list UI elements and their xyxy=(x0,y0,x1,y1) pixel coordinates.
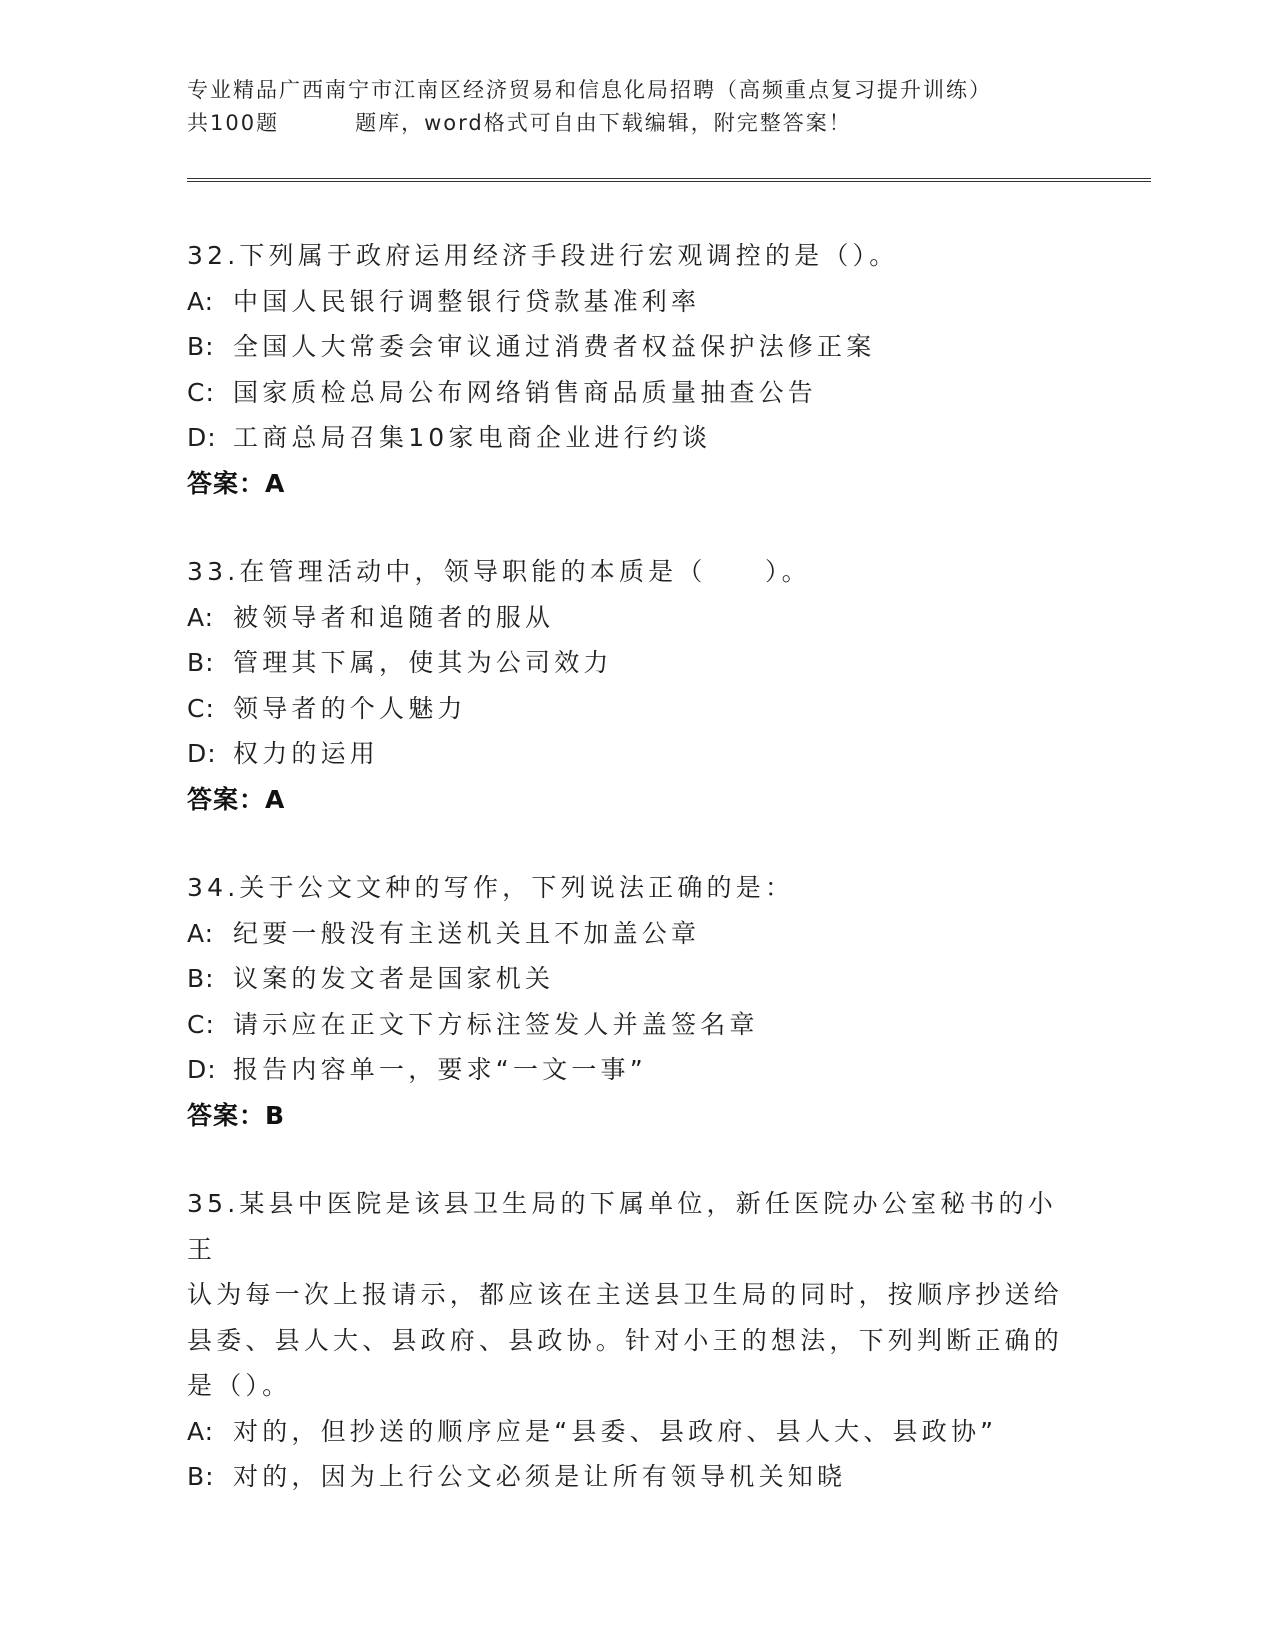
answer-label: 答案： xyxy=(187,784,266,814)
question-stem: 34.关于公文文种的写作，下列说法正确的是： xyxy=(187,873,795,902)
answer-value: A xyxy=(265,784,286,814)
question-stem: 32.下列属于政府运用经济手段进行宏观调控的是（）。 xyxy=(187,241,899,270)
answer-line xyxy=(187,461,1087,507)
option-text: 中国人民银行调整银行贷款基准利率 xyxy=(233,286,701,316)
option-text: 权力的运用 xyxy=(233,739,380,768)
option-a xyxy=(187,595,1087,641)
question-stem-line: 35.某县中医院是该县卫生局的下属单位，新任医院办公室秘书的小王 xyxy=(187,1189,1057,1264)
option-text: 对的，但抄送的顺序应是“县委、县政府、县人大、县政协” xyxy=(233,1416,998,1446)
option-letter: C: xyxy=(187,693,215,723)
answer-label: 答案： xyxy=(187,1100,266,1130)
option-text: 报告内容单一，要求“一文一事” xyxy=(233,1055,647,1084)
option-letter: B: xyxy=(187,1462,215,1491)
question-stem: 33.在管理活动中，领导职能的本质是（ ）。 xyxy=(187,557,811,586)
option-b xyxy=(187,956,1087,1002)
option-letter: A: xyxy=(187,602,215,632)
option-d xyxy=(187,1047,1087,1093)
question-32 xyxy=(187,233,1087,506)
answer-line xyxy=(187,1093,1087,1139)
option-d xyxy=(187,731,1087,777)
option-text: 被领导者和追随者的服从 xyxy=(233,602,555,632)
option-text: 纪要一般没有主送机关且不加盖公章 xyxy=(233,918,701,948)
option-text: 工商总局召集10家电商企业进行约谈 xyxy=(233,423,712,452)
option-a xyxy=(187,911,1087,957)
option-b xyxy=(187,640,1087,686)
option-a xyxy=(187,1409,1087,1455)
option-letter: A: xyxy=(187,286,215,316)
question-list xyxy=(187,233,1087,1543)
option-letter: B: xyxy=(187,964,215,993)
option-text: 领导者的个人魅力 xyxy=(233,693,467,723)
option-text: 请示应在正文下方标注签发人并盖签名章 xyxy=(233,1009,759,1039)
option-letter: D: xyxy=(187,1055,217,1084)
header-divider xyxy=(187,178,1151,182)
option-c xyxy=(187,1002,1087,1048)
question-stem-line: 是（）。 xyxy=(187,1371,292,1400)
option-text: 对的，因为上行公文必须是让所有领导机关知晓 xyxy=(233,1462,847,1491)
option-b xyxy=(187,1454,1087,1500)
answer-value: A xyxy=(265,468,286,498)
header-title: 专业精品广西南宁市江南区经济贸易和信息化局招聘（高频重点复习提升训练） xyxy=(187,78,992,102)
option-a xyxy=(187,279,1087,325)
question-33 xyxy=(187,549,1087,822)
option-letter: B: xyxy=(187,332,215,361)
option-letter: D: xyxy=(187,423,217,452)
option-text: 全国人大常委会审议通过消费者权益保护法修正案 xyxy=(233,332,876,361)
question-34 xyxy=(187,865,1087,1138)
option-text: 管理其下属，使其为公司效力 xyxy=(233,648,613,677)
option-text: 国家质检总局公布网络销售商品质量抽查公告 xyxy=(233,377,818,407)
option-letter: D: xyxy=(187,739,217,768)
option-letter: B: xyxy=(187,648,215,677)
header-question-count: 共100题 xyxy=(187,111,280,135)
option-b xyxy=(187,324,1087,370)
question-35 xyxy=(187,1181,1087,1500)
option-letter: C: xyxy=(187,1009,215,1039)
answer-line xyxy=(187,777,1087,823)
header-subtitle xyxy=(187,107,1147,140)
option-c xyxy=(187,686,1087,732)
option-letter: C: xyxy=(187,377,215,407)
answer-label: 答案： xyxy=(187,468,266,498)
option-text: 议案的发文者是国家机关 xyxy=(233,964,555,993)
option-letter: A: xyxy=(187,1416,215,1446)
document-header xyxy=(187,74,1147,140)
question-stem-line: 县委、县人大、县政府、县政协。针对小王的想法，下列判断正确的 xyxy=(187,1325,1064,1355)
option-letter: A: xyxy=(187,918,215,948)
answer-value: B xyxy=(265,1100,286,1130)
question-stem-line: 认为每一次上报请示，都应该在主送县卫生局的同时，按顺序抄送给 xyxy=(187,1280,1064,1309)
option-c xyxy=(187,370,1087,416)
option-d xyxy=(187,415,1087,461)
header-description: 题库，word格式可自由下载编辑，附完整答案！ xyxy=(355,111,852,135)
